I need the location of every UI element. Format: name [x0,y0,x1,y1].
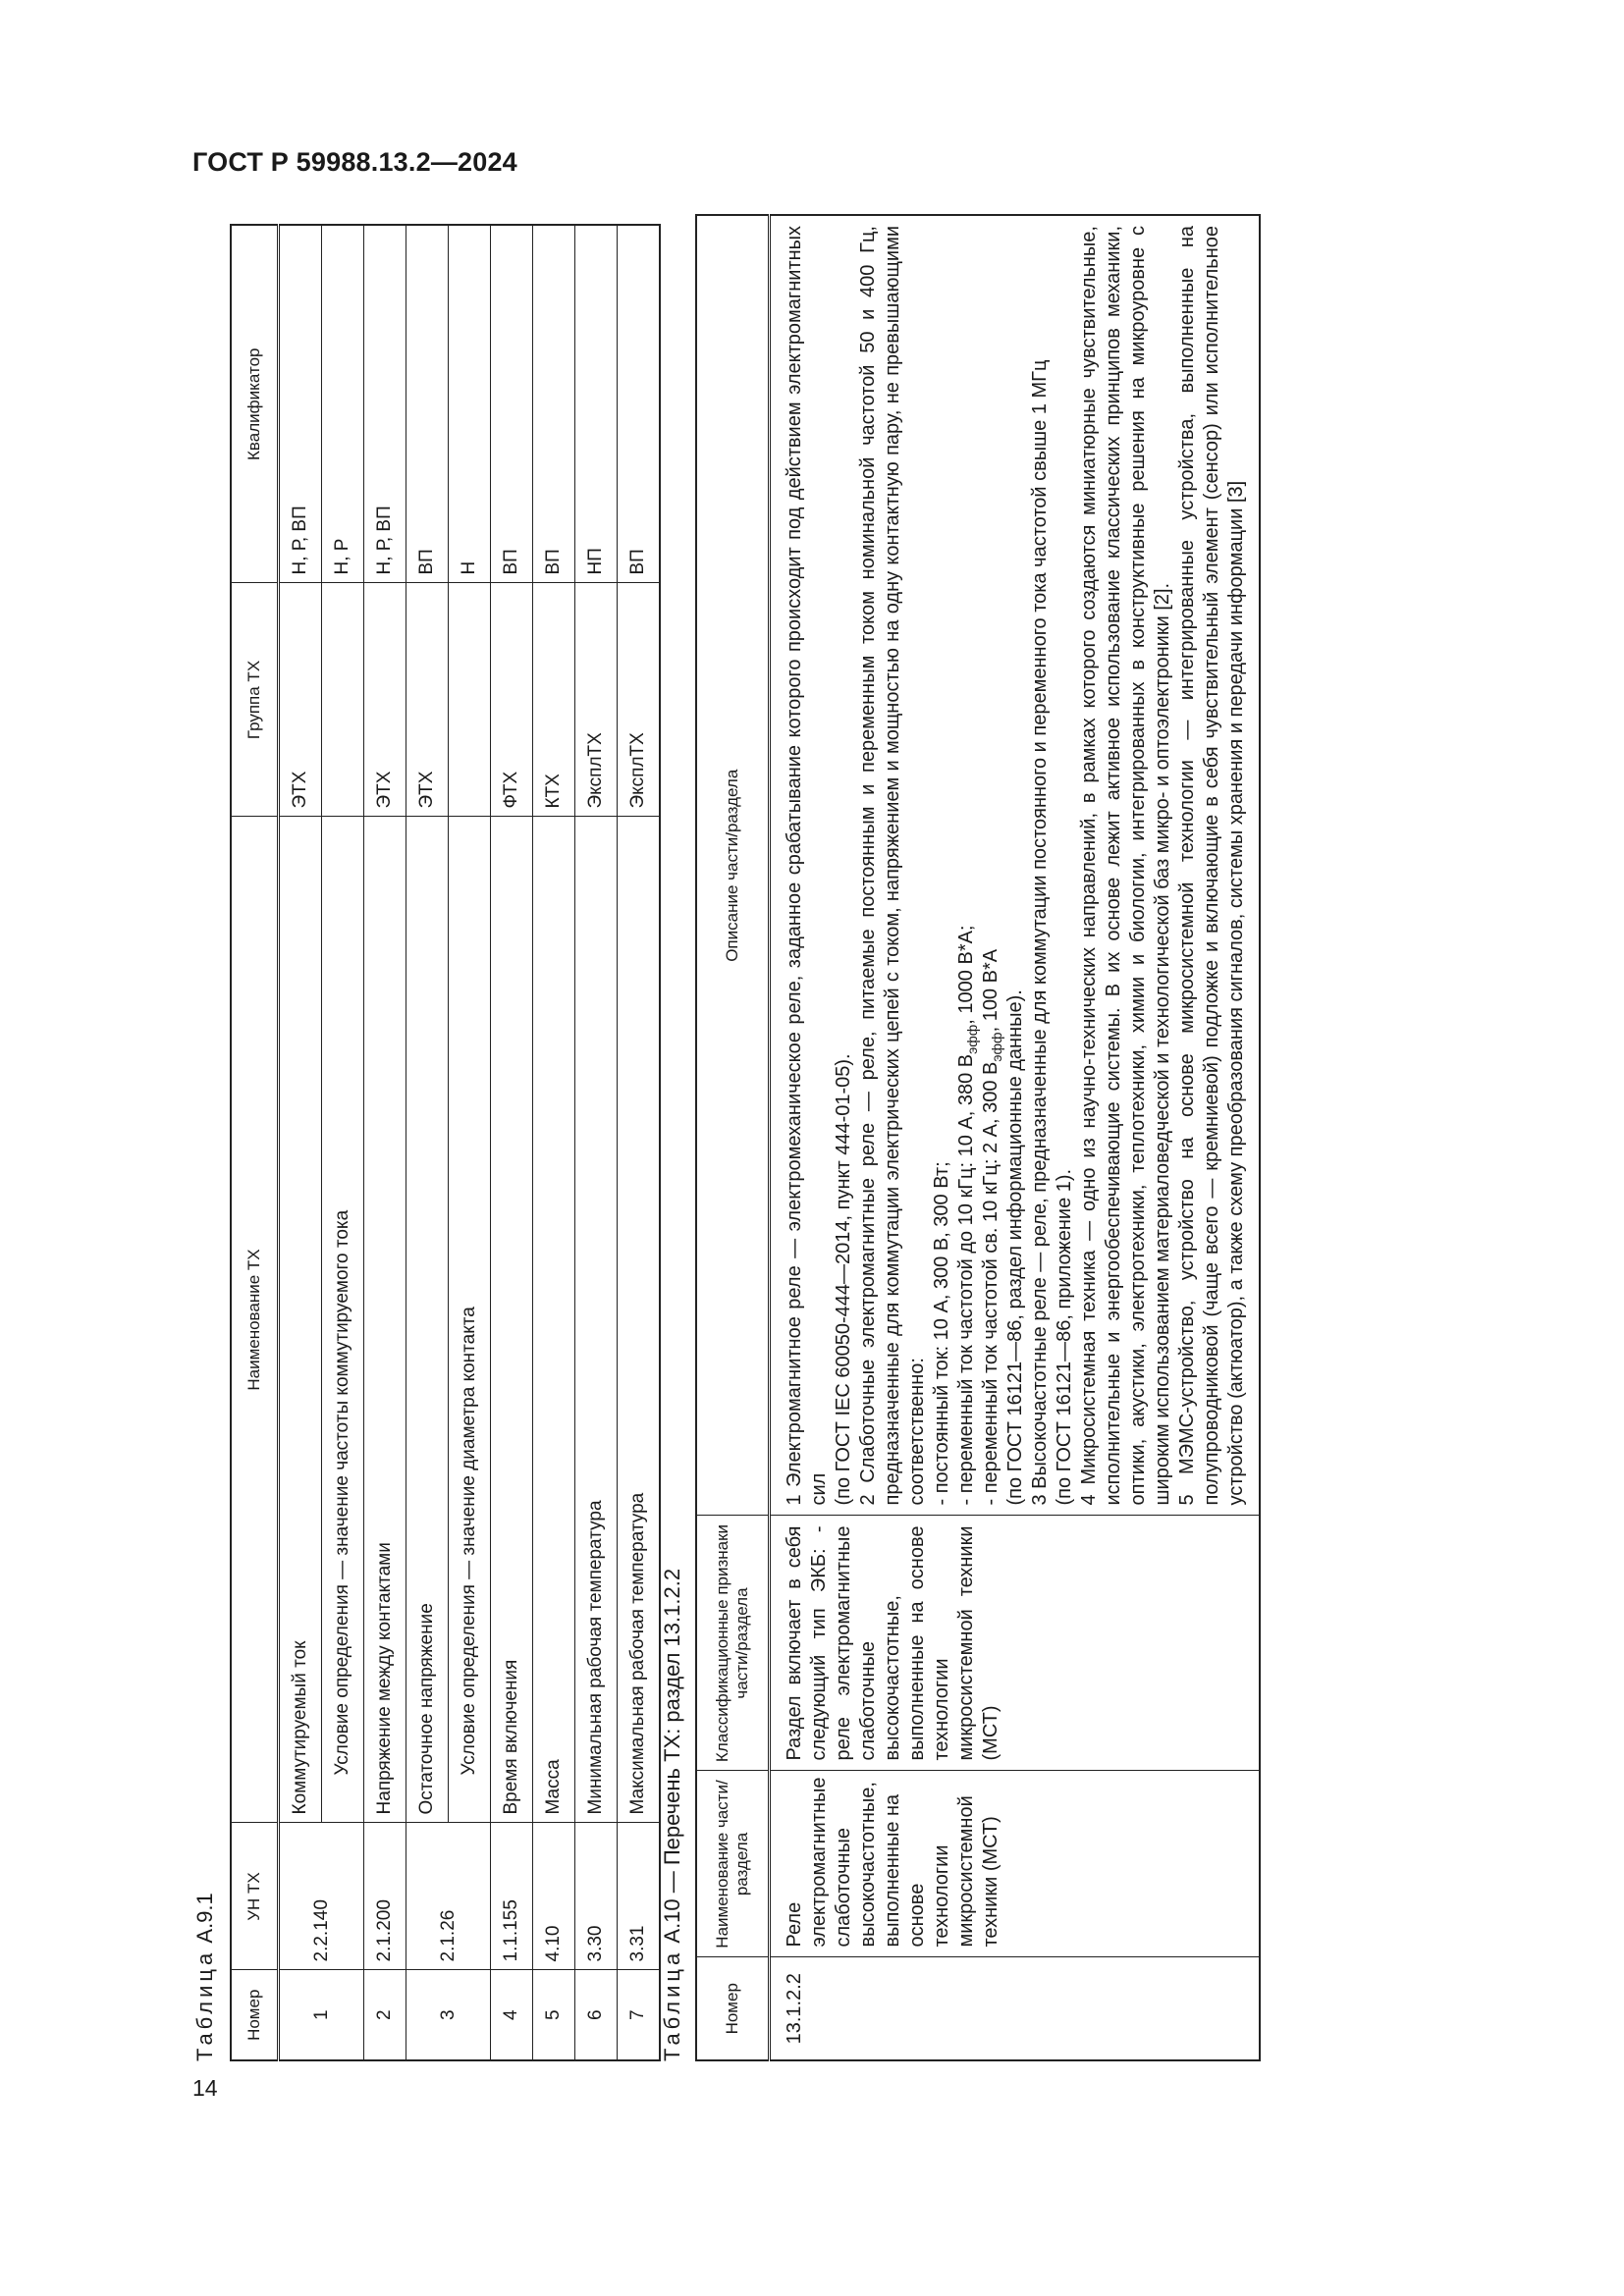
cell-qualifier: Н, Р [322,225,364,583]
table-a10 [695,214,1261,2061]
cell-qualifier: ВП [618,225,661,583]
cell-number: 7 [618,1970,661,2060]
cell-section-name: Реле электромагнитные слаботочные высокочастотные, выполненные на основе технологии микросистемной техники (МСТ) [770,1771,1261,1957]
cell-code: 3.30 [575,1823,618,1970]
cell-number: 4 [491,1970,533,2060]
cell-name: Время включения [491,817,533,1823]
desc-item-ac-low-post: , 1000 В*А; [955,925,977,1025]
rotated-landscape-content [192,216,1557,2061]
desc-para-4: 4 Микросистемная техника — одно из научно-технических направлений, в рамках которого создаются миниатюрные чувствительные, исполнительные и энергообеспечивающие системы. В их основе лежит активное использование классических принципов механики, оптики, акустики, электротехники, теплотехники, химии и биологии, интегрированных в конструктивные решения на микроуровне с широким использованием материаловедческой и технологической баз микро- и оптоэлектроники [2]. [1078,226,1173,1506]
cell-code: 2.2.140 [279,1823,364,1970]
cell-qualifier: Н, Р, ВП [279,225,322,583]
desc-item-dc: - постоянный ток: 10 А, 300 В, 300 Вт; [931,1161,952,1506]
cell-group: ЭТХ [364,583,406,817]
cell-qualifier: Н [449,225,491,583]
page-number: 14 [192,2075,218,2101]
table-row [322,225,364,2060]
desc-item-ac-high [979,226,1003,1506]
table-row [575,225,618,2060]
cell-code: 2.1.200 [364,1823,406,1970]
cell-group: ЭТХ [279,583,322,817]
cell-qualifier: НП [575,225,618,583]
cell-number: 3 [406,1970,491,2060]
document-header: ГОСТ Р 59988.13.2—2024 [192,147,517,177]
cell-group [322,583,364,817]
cell-code: 1.1.155 [491,1823,533,1970]
table-row [618,225,661,2060]
cell-qualifier: ВП [406,225,449,583]
desc-item-ac-high-sub: эфф [989,1032,1004,1062]
table-a91-caption-id: А.9.1 [192,1893,217,1944]
table-a10-col-name: Наименование части/раздела [696,1771,770,1957]
cell-code: 3.31 [618,1823,661,1970]
desc-para-2: 2 Слаботочные электромагнитные реле — реле, питаемые постоянным и переменным током номинальной частотой 50 и 400 Гц, предназначенные для коммутации электрических цепей с током, напряжением и мощностью на одну контактную пару, не превышающими соответственно: [857,226,928,1506]
table-a91 [230,224,661,2061]
desc-para-5: 5 МЭМС-устройство, устройство на основе микросистемной технологии — интегрированные устройства, выполненные на полупроводниковой (чаще всего — кремниевой) подложке и включающие в себя чувствительный элемент (сенсор) или исполнительное устройство (актюатор), а также схему преобразования сигналов, системы хранения и передачи информации [3] [1176,226,1247,1506]
desc-para-3: 3 Высокочастотные реле — реле, предназначенные для коммутации постоянного и переменного тока частотой свыше 1 МГц [1029,359,1051,1506]
cell-name: Условие определения — значение частоты коммутируемого тока [322,817,364,1823]
cell-name: Масса [533,817,575,1823]
cell-number: 1 [279,1970,364,2060]
table-a10-caption [660,1569,685,2061]
table-a91-caption-word: Таблица [192,1949,217,2061]
cell-name: Максимальная рабочая температура [618,817,661,1823]
cell-name: Остаточное напряжение [406,817,449,1823]
cell-name: Минимальная рабочая температура [575,817,618,1823]
table-a10-col-number: Номер [696,1957,770,2060]
desc-item-ac-high-pre: - переменный ток частотой св. 10 кГц: 2 А, 300 В [980,1061,1001,1506]
table-row [279,225,322,2060]
desc-para-3-ref: (по ГОСТ 16121—86, приложение 1). [1054,1168,1075,1506]
cell-code: 4.10 [533,1823,575,1970]
table-a10-header-row [696,215,770,2060]
desc-item-ac-low-sub: эфф [964,1024,980,1054]
table-a91-header-row [231,225,279,2060]
table-row [770,215,1261,2060]
cell-qualifier: ВП [491,225,533,583]
cell-name: Напряжение между контактами [364,817,406,1823]
table-a10-caption-text: А.10 — Перечень ТХ: раздел 13.1.2.2 [660,1568,684,1944]
table-a91-col-number: Номер [231,1970,279,2060]
table-a10-col-class: Классификационные признаки части/раздела [696,1516,770,1771]
desc-para-1: 1 Электромагнитное реле — электромеханическое реле, заданное срабатывание которого происходит под действием электромагнитных сил [784,226,830,1506]
cell-section-number: 13.1.2.2 [770,1957,1261,2060]
table-a91-col-code: УН ТХ [231,1823,279,1970]
table-a91-col-name: Наименование ТХ [231,817,279,1823]
cell-group: КТХ [533,583,575,817]
cell-group: ФТХ [491,583,533,817]
cell-qualifier: ВП [533,225,575,583]
table-a91-col-qualifier: Квалификатор [231,225,279,583]
cell-name: Условие определения — значение диаметра контакта [449,817,491,1823]
cell-number: 2 [364,1970,406,2060]
table-a10-caption-word: Таблица [660,1949,684,2061]
desc-item-ac-low [954,226,979,1506]
table-row [491,225,533,2060]
cell-number: 5 [533,1970,575,2060]
cell-section-class: Раздел включает в себя следующий тип ЭКБ: - реле электромагнитные слаботочные высокочастотные, выполненные на основе технологии микросистемной техники (МСТ) [770,1516,1261,1771]
table-a10-col-description: Описание части/раздела [696,215,770,1516]
cell-group [449,583,491,817]
cell-number: 6 [575,1970,618,2060]
table-a91-caption [192,1893,218,2061]
table-row [449,225,491,2060]
desc-para-2-ref: (по ГОСТ 16121—86, раздел информационные данные). [1004,989,1026,1506]
desc-para-1-ref: (по ГОСТ IEC 60050-444—2014, пункт 444-01-05). [833,1053,854,1506]
cell-code: 2.1.26 [406,1823,491,1970]
table-row [406,225,449,2060]
desc-item-ac-low-pre: - переменный ток частотой до 10 кГц: 10 А, 380 В [955,1053,977,1506]
table-row [364,225,406,2060]
cell-group: ЭксплТХ [575,583,618,817]
cell-group: ЭксплТХ [618,583,661,817]
cell-name: Коммутируемый ток [279,817,322,1823]
desc-item-ac-high-post: , 100 В*А [980,948,1001,1033]
cell-group: ЭТХ [406,583,449,817]
table-row [533,225,575,2060]
cell-section-description [770,215,1261,1516]
cell-qualifier: Н, Р, ВП [364,225,406,583]
table-a91-col-group: Группа ТХ [231,583,279,817]
